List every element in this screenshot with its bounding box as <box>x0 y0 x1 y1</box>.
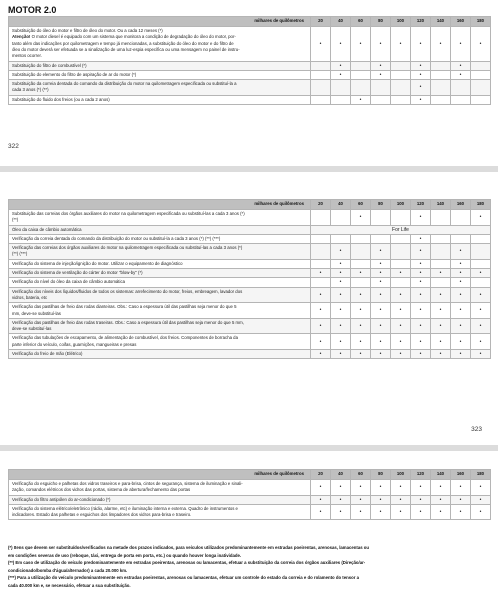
interval-mark: • <box>391 303 411 319</box>
interval-mark <box>431 61 451 70</box>
interval-mark: • <box>311 495 331 504</box>
interval-mark: • <box>371 27 391 62</box>
section-heading: MOTOR 2.0 <box>8 5 57 15</box>
description-line: Verificação das pastilhas de freio das rodas dianteiras. Obs.: Caso a espessura útil das pastilhas seja menor do que 5 <box>12 304 237 310</box>
interval-mark: • <box>451 495 471 504</box>
km-header: 60 <box>351 470 371 480</box>
interval-mark: • <box>371 278 391 287</box>
interval-mark: • <box>431 27 451 62</box>
table-row <box>9 80 491 96</box>
maintenance-table-324 <box>8 469 491 520</box>
interval-mark: • <box>391 318 411 334</box>
km-header: 120 <box>411 470 431 480</box>
km-header: 40 <box>331 470 351 480</box>
km-header: 60 <box>351 200 371 210</box>
interval-mark: • <box>331 27 351 62</box>
interval-mark: • <box>411 80 431 96</box>
row-description <box>9 318 311 334</box>
row-description <box>9 334 311 350</box>
description-line: Verificação das correias dos órgãos auxiliares do motor na quilometragem especificada ou substituí-las a cada 3 anos (*) <box>12 245 243 251</box>
interval-mark: • <box>351 287 371 303</box>
interval-mark <box>391 95 411 104</box>
interval-mark: • <box>391 495 411 504</box>
table-row <box>9 303 491 319</box>
km-header: 140 <box>431 200 451 210</box>
interval-mark: • <box>371 287 391 303</box>
interval-mark: • <box>311 504 331 520</box>
interval-mark: • <box>411 95 431 104</box>
description-line: Substituição do óleo do motor e filtro de óleo do motor. Ou a cada 12 meses (*) <box>12 28 163 33</box>
interval-mark: • <box>411 303 431 319</box>
interval-mark: • <box>471 334 491 350</box>
interval-mark: • <box>411 334 431 350</box>
km-header: 100 <box>391 200 411 210</box>
row-description <box>9 210 311 226</box>
interval-mark: • <box>411 504 431 520</box>
table-row <box>9 495 491 504</box>
note-text: O motor diesel é equipado com um sistema que monitora a condição de degradação do óleo do motor, por- <box>30 34 236 40</box>
interval-mark: • <box>451 61 471 70</box>
interval-mark <box>331 95 351 104</box>
interval-mark: • <box>371 61 391 70</box>
interval-mark: • <box>391 269 411 278</box>
interval-mark: • <box>331 318 351 334</box>
interval-mark: • <box>431 318 451 334</box>
interval-mark: • <box>331 244 351 260</box>
table-row <box>9 95 491 104</box>
description-line: Substituição da correia dentada do comando da distribuição do motor na quilometragem especificada ou substituí-la a <box>12 81 237 87</box>
interval-mark: • <box>451 70 471 79</box>
km-header: 100 <box>391 17 411 27</box>
km-header: 40 <box>331 200 351 210</box>
interval-mark <box>471 80 491 96</box>
interval-mark: • <box>311 480 331 496</box>
interval-mark: • <box>331 334 351 350</box>
description-line: Verificação do sistema elétrico/eletrônico (rádio, alarme, etc) e iluminação interna e externa. Quadro de instrumentos e <box>12 505 238 511</box>
interval-mark: • <box>451 244 471 260</box>
interval-mark <box>471 244 491 260</box>
interval-mark: • <box>311 334 331 350</box>
description-line: (**) <box>12 217 19 223</box>
interval-mark: • <box>411 234 431 243</box>
table-row <box>9 225 491 234</box>
note-line <box>12 53 307 59</box>
km-header: 60 <box>351 17 371 27</box>
km-header: 180 <box>471 200 491 210</box>
manual-page-322 <box>0 0 498 165</box>
interval-mark: • <box>451 318 471 334</box>
note-label: Atenção! <box>12 34 31 40</box>
interval-mark: • <box>411 318 431 334</box>
row-description <box>9 287 311 303</box>
interval-mark: • <box>351 480 371 496</box>
table-row <box>9 244 491 260</box>
manual-page-324 <box>0 451 498 600</box>
interval-mark: • <box>331 70 351 79</box>
interval-mark: • <box>331 350 351 359</box>
description-line: Verificação do sistema de ventilação do cárter do motor "blow-by" (*) <box>12 270 143 276</box>
interval-mark: • <box>371 244 391 260</box>
footnotes <box>8 544 490 589</box>
page-number: 322 <box>8 143 19 150</box>
footnote-line: em condições severas de uso (reboque, táxi, entrega de porta em porta, etc.) ou quando houver longa inatividade. <box>8 552 242 558</box>
description-line: parte inferior do veículo, coifas, guarnições, mangueiras e presas <box>12 341 137 347</box>
interval-mark <box>371 234 391 243</box>
description-line: Verificação do sistema de injeção/ignição do motor. Utilizar o equipamento de diagnóstico <box>12 260 183 266</box>
interval-mark: • <box>431 504 451 520</box>
interval-mark: • <box>431 269 451 278</box>
interval-mark <box>311 234 331 243</box>
km-header: 140 <box>431 470 451 480</box>
interval-mark <box>471 70 491 79</box>
km-header: 120 <box>411 17 431 27</box>
interval-mark: • <box>331 278 351 287</box>
interval-mark <box>351 61 371 70</box>
description-line: Verificação da correia dentada do comando da distribuição do motor ou substituí-la a cada 3 anos (*) (**) (***) <box>12 235 221 241</box>
interval-mark: • <box>331 303 351 319</box>
table-header-row <box>9 470 491 480</box>
description-line: Substituição das correias dos órgãos auxiliares do motor na quilometragem especificada ou substituí-las a cada 3 anos (*) <box>12 211 245 216</box>
interval-mark: • <box>371 480 391 496</box>
interval-mark: • <box>311 287 331 303</box>
interval-mark: • <box>331 287 351 303</box>
interval-mark: • <box>391 334 411 350</box>
interval-mark <box>391 80 411 96</box>
interval-mark: • <box>351 27 371 62</box>
km-header: 20 <box>311 470 331 480</box>
row-description <box>9 95 311 104</box>
interval-mark: • <box>371 70 391 79</box>
interval-mark: • <box>391 27 411 62</box>
manual-page-323 <box>0 172 498 445</box>
interval-mark: • <box>431 287 451 303</box>
footnote-line: (**) Em caso de utilização do veículo predominantemente em estradas poeirentas, arenosas ou lamacentas, efetuar a substituição da correia dos órgãos auxiliares (Direção/ar- <box>8 560 366 565</box>
row-description <box>9 80 311 96</box>
header-label: milhares de quilômetros <box>9 17 311 27</box>
description-line: Óleo da caixa de câmbio automática <box>12 226 82 232</box>
interval-mark <box>311 259 331 268</box>
interval-mark: • <box>451 350 471 359</box>
description-line: vidros, bateria, etc <box>12 294 48 300</box>
description-line: Verificação das tubulações de escapamento, de alimentação de combustível, dos freios. Componentes de borracha da <box>12 335 238 341</box>
interval-mark <box>311 95 331 104</box>
interval-mark <box>471 234 491 243</box>
interval-mark <box>391 259 411 268</box>
interval-mark: • <box>451 287 471 303</box>
interval-mark <box>371 95 391 104</box>
row-description <box>9 225 311 234</box>
interval-mark: • <box>411 350 431 359</box>
interval-mark: • <box>451 278 471 287</box>
description-line: Verificação do freio de mão (Elétrico) <box>12 351 83 357</box>
table-row <box>9 287 491 303</box>
description-line: indicadores. Estado das palhetas e esguichos dos limpadores dos vidros para-brisa e traseiro. <box>12 512 192 518</box>
interval-mark <box>431 278 451 287</box>
interval-mark <box>351 80 371 96</box>
row-description <box>9 61 311 70</box>
table-header-row <box>9 17 491 27</box>
interval-mark: • <box>311 303 331 319</box>
header-label: milhares de quilômetros <box>9 470 311 480</box>
interval-mark: • <box>311 269 331 278</box>
interval-mark: • <box>351 303 371 319</box>
interval-mark <box>311 61 331 70</box>
interval-mark: • <box>311 318 331 334</box>
interval-mark: • <box>331 61 351 70</box>
km-header: 120 <box>411 200 431 210</box>
interval-mark: • <box>371 303 391 319</box>
interval-mark: • <box>431 303 451 319</box>
row-description <box>9 269 311 278</box>
for-life-label: For Life <box>311 225 491 234</box>
table-row <box>9 334 491 350</box>
interval-mark <box>451 234 471 243</box>
km-header: 160 <box>451 470 471 480</box>
description-line: Substituição do fluido dos freios (ou a cada 2 anos) <box>12 96 110 102</box>
interval-mark: • <box>471 504 491 520</box>
interval-mark: • <box>351 495 371 504</box>
interval-mark: • <box>471 318 491 334</box>
interval-mark <box>391 244 411 260</box>
interval-mark: • <box>371 334 391 350</box>
interval-mark: • <box>471 27 491 62</box>
interval-mark: • <box>411 495 431 504</box>
table-row <box>9 210 491 226</box>
interval-mark <box>351 70 371 79</box>
header-label: milhares de quilômetros <box>9 200 311 210</box>
km-header: 160 <box>451 17 471 27</box>
interval-mark: • <box>471 480 491 496</box>
km-header: 40 <box>331 17 351 27</box>
interval-mark: • <box>331 480 351 496</box>
table-row <box>9 259 491 268</box>
interval-mark <box>451 80 471 96</box>
interval-mark: • <box>471 350 491 359</box>
table-row <box>9 61 491 70</box>
interval-mark: • <box>431 495 451 504</box>
interval-mark <box>471 278 491 287</box>
row-description <box>9 480 311 496</box>
interval-mark: • <box>451 27 471 62</box>
footnote-line: (***) Para a utilização do veículo predominantemente em estradas poeirentas, arenosas ou lamacentas, efetuar um controle do estado da correia e do rolamento do tensor a <box>8 575 360 580</box>
table-header-row <box>9 200 491 210</box>
interval-mark <box>351 234 371 243</box>
interval-mark <box>371 210 391 226</box>
note-text: mentos ocorrer. <box>12 53 42 59</box>
description-line: (**) (***) <box>12 251 28 257</box>
interval-mark: • <box>431 480 451 496</box>
km-header: 140 <box>431 17 451 27</box>
interval-mark: • <box>411 27 431 62</box>
km-header: 80 <box>371 470 391 480</box>
page-number: 323 <box>471 426 482 433</box>
interval-mark: • <box>391 504 411 520</box>
table-row <box>9 70 491 79</box>
interval-mark: • <box>431 334 451 350</box>
interval-mark: • <box>411 269 431 278</box>
interval-mark <box>391 61 411 70</box>
interval-mark: • <box>371 495 391 504</box>
km-header: 20 <box>311 17 331 27</box>
interval-mark <box>331 234 351 243</box>
interval-mark: • <box>351 269 371 278</box>
interval-mark: • <box>451 504 471 520</box>
interval-mark: • <box>411 278 431 287</box>
row-description <box>9 244 311 260</box>
description-line: cada 3 anos (*) (**) <box>12 87 49 93</box>
interval-mark <box>431 259 451 268</box>
row-description <box>9 259 311 268</box>
interval-mark: • <box>371 504 391 520</box>
interval-mark <box>431 95 451 104</box>
interval-mark <box>431 210 451 226</box>
km-header: 80 <box>371 17 391 27</box>
table-row <box>9 318 491 334</box>
interval-mark: • <box>391 480 411 496</box>
note-text: tanto além das indicações por quilometragem e tempo já mencionadas, a substituição do óleo do motor e do filtro de <box>12 40 234 46</box>
interval-mark <box>431 234 451 243</box>
interval-mark: • <box>471 210 491 226</box>
interval-mark <box>311 278 331 287</box>
maintenance-table-323 <box>8 199 491 359</box>
interval-mark: • <box>351 334 371 350</box>
interval-mark <box>391 70 411 79</box>
row-description <box>9 495 311 504</box>
row-description <box>9 70 311 79</box>
interval-mark <box>431 244 451 260</box>
footnote-line: cada 40.000 km e, se necessário, efetuar a sua substituição. <box>8 582 131 588</box>
interval-mark <box>451 210 471 226</box>
maintenance-table-322 <box>8 16 491 105</box>
interval-mark: • <box>471 303 491 319</box>
interval-mark <box>311 244 331 260</box>
row-description <box>9 27 311 62</box>
table-row <box>9 480 491 496</box>
interval-mark <box>331 210 351 226</box>
description-line: Substituição do elemento do filtro de aspiração de ar do motor (*) <box>12 71 137 77</box>
interval-mark: • <box>431 350 451 359</box>
interval-mark <box>311 210 331 226</box>
interval-mark: • <box>451 259 471 268</box>
interval-mark: • <box>411 244 431 260</box>
interval-mark <box>431 70 451 79</box>
km-header: 180 <box>471 17 491 27</box>
table-row <box>9 269 491 278</box>
interval-mark <box>351 259 371 268</box>
interval-mark: • <box>451 303 471 319</box>
table-row <box>9 27 491 62</box>
row-description <box>9 504 311 520</box>
interval-mark: • <box>331 504 351 520</box>
interval-mark <box>351 278 371 287</box>
interval-mark: • <box>411 287 431 303</box>
description-line: Substituição do filtro de combustível (*) <box>12 62 87 68</box>
interval-mark <box>371 80 391 96</box>
row-description <box>9 234 311 243</box>
description-line: Verificação do nível do óleo da caixa de câmbio automática <box>12 279 125 285</box>
interval-mark: • <box>411 70 431 79</box>
interval-mark: • <box>351 504 371 520</box>
interval-mark: • <box>351 210 371 226</box>
interval-mark <box>471 61 491 70</box>
row-description <box>9 350 311 359</box>
interval-mark: • <box>371 350 391 359</box>
interval-mark: • <box>371 259 391 268</box>
interval-mark: • <box>451 334 471 350</box>
interval-mark <box>311 70 331 79</box>
description-line: Verificação do filtro antipólen do ar-condicionado (*) <box>12 496 111 502</box>
interval-mark: • <box>411 61 431 70</box>
interval-mark: • <box>411 480 431 496</box>
table-row <box>9 234 491 243</box>
interval-mark <box>351 244 371 260</box>
interval-mark <box>471 259 491 268</box>
interval-mark: • <box>351 95 371 104</box>
interval-mark <box>471 95 491 104</box>
description-line: Verificação das pastilhas de freio das rodas traseiras. Obs.: Caso a espessura útil das pastilhas seja menor do que 5 mm, <box>12 319 244 325</box>
footnote-line: condicionado/bomba d'água/alternador) a cada 20.000 km. <box>8 567 128 573</box>
interval-mark <box>391 210 411 226</box>
row-description <box>9 303 311 319</box>
interval-mark: • <box>471 495 491 504</box>
km-header: 20 <box>311 200 331 210</box>
interval-mark <box>391 278 411 287</box>
interval-mark <box>431 80 451 96</box>
interval-mark: • <box>351 350 371 359</box>
km-header: 180 <box>471 470 491 480</box>
table-row <box>9 504 491 520</box>
km-header: 100 <box>391 470 411 480</box>
interval-mark: • <box>331 495 351 504</box>
km-header: 160 <box>451 200 471 210</box>
description-line: mm, deve-se substituí-las <box>12 310 61 316</box>
interval-mark: • <box>391 287 411 303</box>
interval-mark: • <box>331 269 351 278</box>
interval-mark: • <box>331 259 351 268</box>
interval-mark: • <box>391 350 411 359</box>
row-description <box>9 278 311 287</box>
interval-mark: • <box>411 210 431 226</box>
description-line: Verificação dos níveis dos líquidos/fluidos de todos os sistemas: arrefecimento do motor, freios, embreagem, lavador dos <box>12 288 243 294</box>
note-text: óleo do motor deverá ser efetuada se a sinalização de uma luz-espia específica ou uma mensagem no painel de instru- <box>12 46 240 52</box>
interval-mark: • <box>351 318 371 334</box>
interval-mark: • <box>411 259 431 268</box>
interval-mark: • <box>371 318 391 334</box>
interval-mark: • <box>471 269 491 278</box>
interval-mark: • <box>451 480 471 496</box>
interval-mark <box>391 234 411 243</box>
description-line: Verificação do esguicho e palhetas dos vidros traseiros e para-brisa, cintos de segurança, sistema de iluminação e sinali- <box>12 481 243 486</box>
table-row <box>9 350 491 359</box>
description-line: zação, comandos elétricos dos vidros das portas, sistema de abertura/fechamento das portas <box>12 487 191 493</box>
interval-mark: • <box>311 27 331 62</box>
interval-mark <box>451 95 471 104</box>
footnote-line: (*) Itens que devem ser substituídos/verificados na metade dos prazos indicados, para veículos utilizados predominantemente em estradas poeirentas, arenosas, lamacentas ou <box>8 545 370 550</box>
table-row <box>9 278 491 287</box>
interval-mark <box>311 80 331 96</box>
interval-mark: • <box>371 269 391 278</box>
interval-mark: • <box>311 350 331 359</box>
km-header: 80 <box>371 200 391 210</box>
description-line: deve-se substituí-las <box>12 326 52 332</box>
interval-mark: • <box>471 287 491 303</box>
interval-mark <box>331 80 351 96</box>
interval-mark: • <box>451 269 471 278</box>
